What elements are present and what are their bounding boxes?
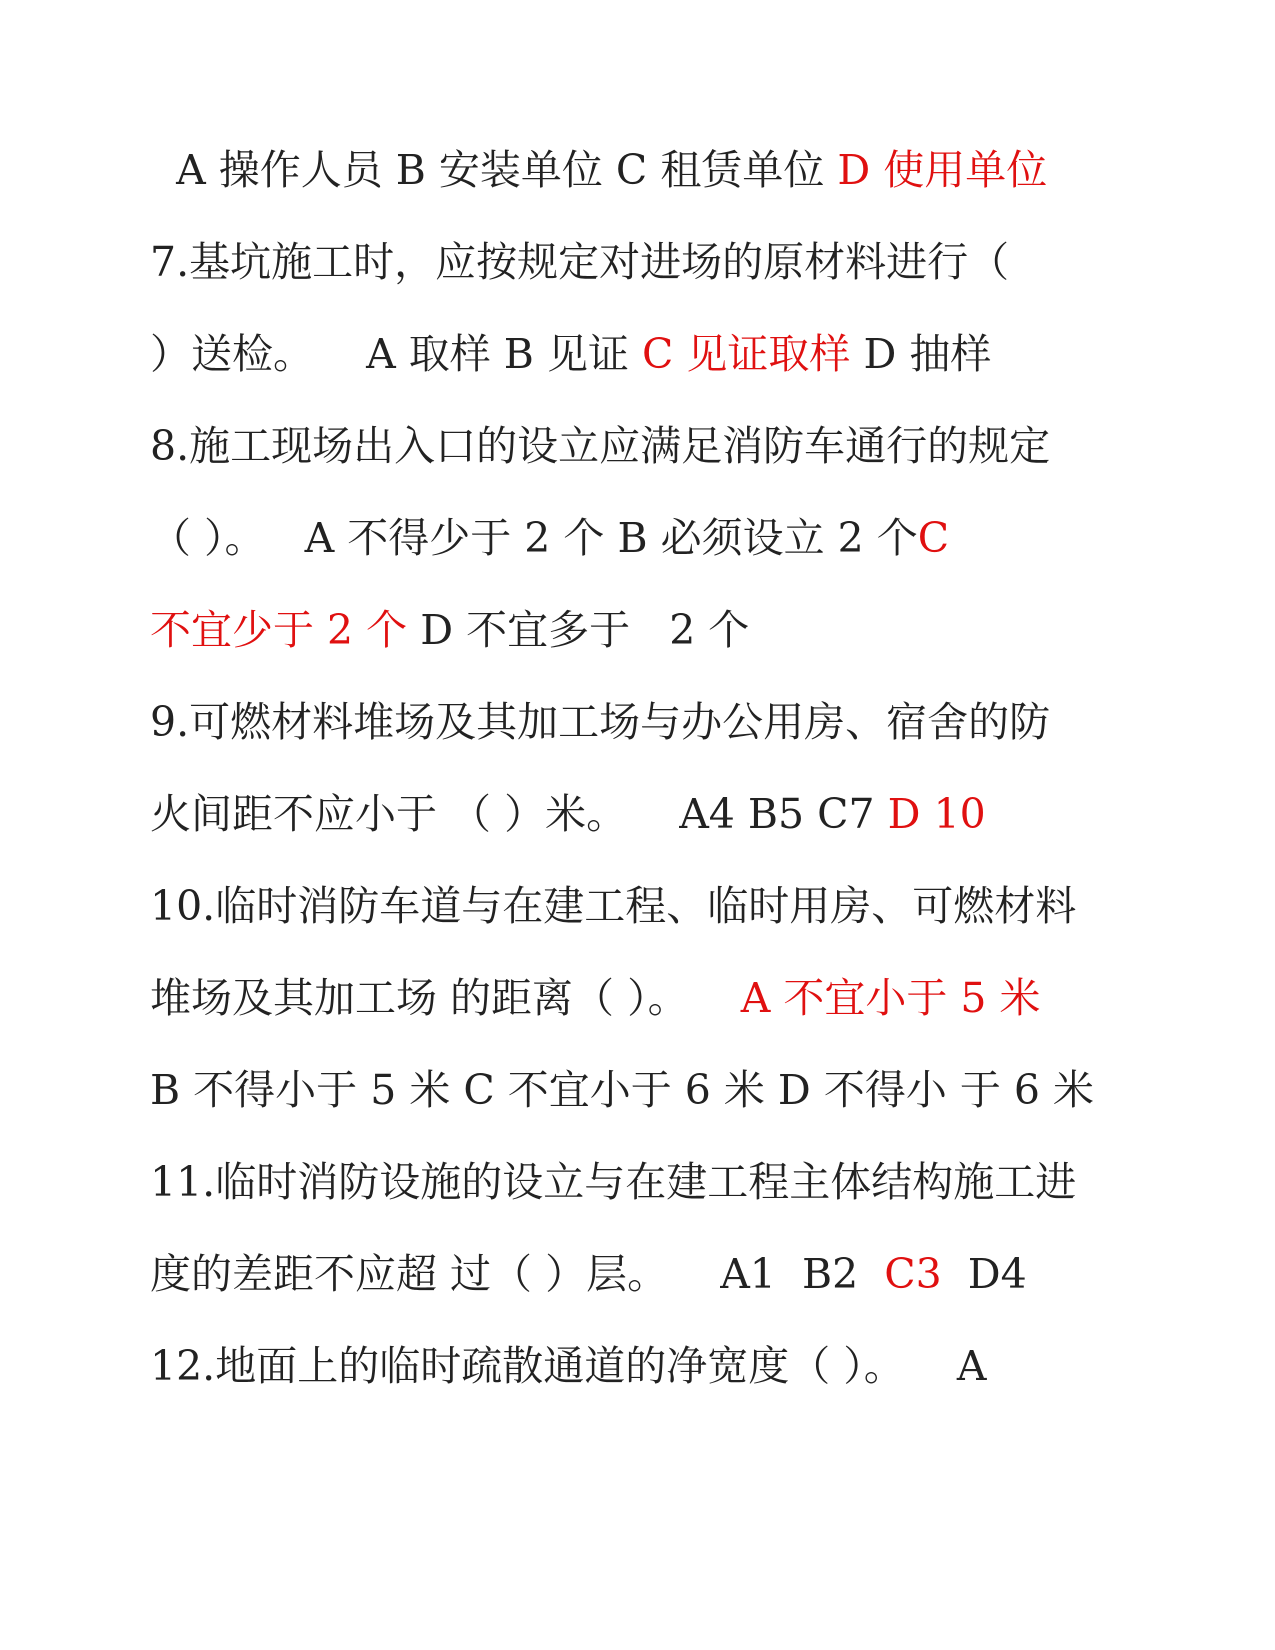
text-line-11: B 不得小于 5 米 C 不宜小于 6 米 D 不得小 于 6 米: [150, 1066, 1095, 1114]
text-line-6: 不宜少于 2 个 D 不宜多于 2 个: [150, 606, 750, 654]
text-line-4: 8.施工现场出入口的设立应满足消防车通行的规定: [150, 422, 1051, 470]
answer-highlight: C: [917, 514, 950, 562]
text-line-3: ）送检。 A 取样 B 见证 C 见证取样 D 抽样: [150, 330, 992, 378]
text-line-7: 9.可燃材料堆场及其加工场与办公用房、宿舍的防: [150, 698, 1051, 746]
answer-highlight: D 10: [887, 790, 986, 838]
text-line-8: 火间距不应小于 （ ）米。 A4 B5 C7 D 10: [150, 790, 986, 838]
text-line-5: （ ）。 A 不得少于 2 个 B 必须设立 2 个C: [150, 514, 950, 562]
answer-highlight: A 不宜小于 5 米: [740, 974, 1041, 1022]
text-line-9: 10.临时消防车道与在建工程、临时用房、可燃材料: [150, 882, 1077, 930]
answer-highlight: C 见证取样: [642, 330, 851, 378]
text-line-2: 7.基坑施工时，应按规定对进场的原材料进行（: [150, 238, 1010, 286]
text-line-10: 堆场及其加工场 的距离（ ）。 A 不宜小于 5 米: [150, 974, 1041, 1022]
answer-highlight: 不宜少于 2 个: [150, 606, 408, 654]
text-line-1: A 操作人员 B 安装单位 C 租赁单位 D 使用单位: [150, 146, 1048, 194]
answer-highlight: C3: [884, 1250, 942, 1298]
answer-highlight: D 使用单位: [837, 146, 1048, 194]
text-line-14: 12.地面上的临时疏散通道的净宽度（ ）。 A: [150, 1342, 987, 1390]
text-line-12: 11.临时消防设施的设立与在建工程主体结构施工进: [150, 1158, 1077, 1206]
text-line-13: 度的差距不应超 过（ ）层。 A1 B2 C3 D4: [150, 1250, 1027, 1298]
